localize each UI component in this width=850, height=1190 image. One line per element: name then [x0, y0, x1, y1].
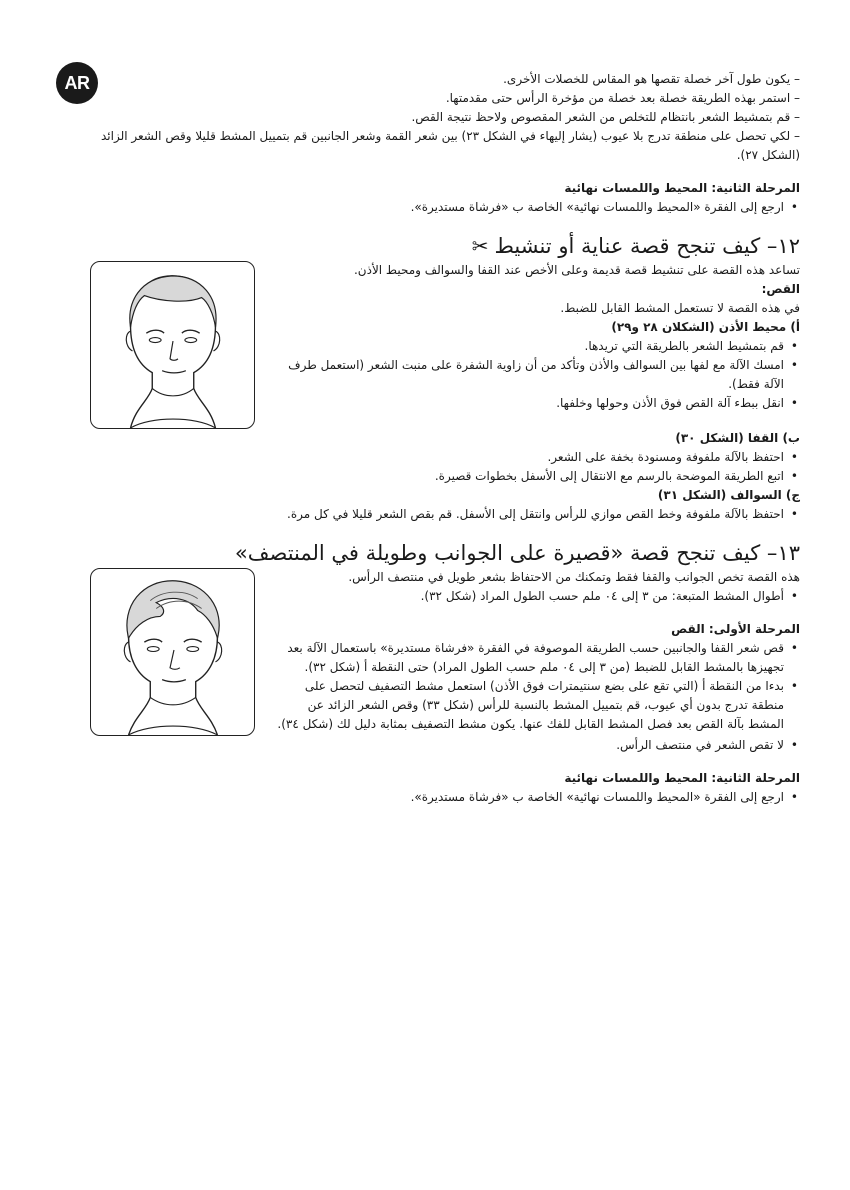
face-illustration-long-top: [90, 568, 255, 736]
intro-steps: [90, 70, 800, 165]
head-drawing-1: [91, 262, 254, 428]
head-drawing-2: [91, 569, 254, 735]
section-12-block: [90, 261, 800, 429]
section-13-block: [90, 568, 800, 736]
top-note: • لا تقص الشعر في منتصف الرأس.: [90, 736, 800, 755]
phase1-item: • قص شعر القفا والجانبين حسب الطريقة الموصوفة في الفقرة «فرشاة مستديرة» باستعمال الآلة بعد تجهيزها بالمشط القابل للضبط (من ٣ إلى ٠٤ ملم حسب الطول المراد) حتى النقطة أ (شكل ٣٢).: [269, 639, 800, 677]
cut-label: القص:: [761, 282, 800, 296]
phase2-title: المرحلة الثانية: المحيط واللمسات نهائية: [564, 181, 800, 195]
ear-bullet: • امسك الآلة مع لفها بين السوالف والأذن وتأكد من أن زاوية الشفرة على منبت الشعر (استعمل طرف الآلة فقط).: [269, 356, 800, 394]
intro-line: – يكون طول آخر خصلة تقصها هو المقاس للخصلات الأخرى.: [503, 72, 800, 86]
phase1-item: • بدءا من النقطة أ (التي تقع على بضع سنتيمترات فوق الأذن) استعمل مشط التصفيف لتحصل على منطقة تدرج بدون أي عيوب، قم بتمييل المشط بالنسبة للرأس (شكل ٣٣) وقص الشعر الزائد عن المشط بآلة القص بعد فصل المشط القابل للفك عنها. يكون مشط التصفيف بمثابة دليل لك (شكل ٣٤).: [269, 677, 800, 734]
phase2-bullet-b: • ارجع إلى الفقرة «المحيط واللمسات نهائية» الخاصة ب «فرشاة مستديرة».: [90, 788, 800, 807]
nape-bullet: • احتفظ بالآلة ملفوفة ومسنودة بخفة على الشعر.: [90, 448, 800, 467]
sideburns-bullet: • احتفظ بالآلة ملفوفة وخط القص موازي للرأس وانتقل إلى الأسفل. قم بقص الشعر قليلا في كل مرة.: [90, 505, 800, 524]
manual-page: [90, 70, 800, 807]
language-badge: AR: [56, 62, 98, 104]
face-illustration-short-hair: [90, 261, 255, 429]
ear-outline-title: أ) محيط الأذن (الشكلان ٢٨ و٢٩): [611, 320, 800, 334]
intro-line: – استمر بهذه الطريقة خصلة بعد خصلة من مؤخرة الرأس حتى مقدمتها.: [445, 91, 800, 105]
comb-lengths: • أطوال المشط المتبعة: من ٣ إلى ٠٤ ملم حسب الطول المراد (شكل ٣٢).: [269, 587, 800, 606]
nape-title: ب) القفا (الشكل ٣٠): [675, 431, 800, 445]
section-13-intro: هذه القصة تخص الجوانب والقفا فقط وتمكنك من الاحتفاظ بشعر طويل في منتصف الرأس.: [348, 570, 800, 584]
phase2-title-b: المرحلة الثانية: المحيط واللمسات نهائية: [564, 771, 800, 785]
intro-line: – لكي تحصل على منطقة تدرج بلا عيوب (يشار إليهاء في الشكل ٢٣) بين شعر القمة وشعر الجانبين قم بتمييل المشط قليلا وقص الشعر الزائد (الشكل ٢٧).: [101, 129, 800, 162]
section-12-heading: ١٢– كيف تنجح قصة عناية أو تنشيط: [494, 234, 800, 258]
section-13-title: [90, 540, 800, 566]
section-12-intro: تساعد هذه القصة على تنشيط قصة قديمة وعلى الأخص عند القفا والسوالف ومحيط الأذن.: [353, 263, 800, 277]
ear-bullet: • انقل ببطء آلة القص فوق الأذن وحولها وخلفها.: [269, 394, 800, 413]
phase2-bullet: • ارجع إلى الفقرة «المحيط واللمسات نهائية» الخاصة ب «فرشاة مستديرة».: [90, 198, 800, 217]
intro-line: – قم بتمشيط الشعر بانتظام للتخلص من الشعر المقصوص ولاحظ نتيجة القص.: [411, 110, 800, 124]
section-12-text: [269, 261, 800, 413]
section-13-text: [269, 568, 800, 734]
sideburns-title: ج) السوالف (الشكل ٣١): [657, 488, 800, 502]
ear-bullet: • قم بتمشيط الشعر بالطريقة التي تريدها.: [269, 337, 800, 356]
section-13-heading: ١٣– كيف تنجح قصة «قصيرة على الجوانب وطويلة في المنتصف»: [234, 541, 800, 565]
phase1-title: المرحلة الأولى: القص: [671, 622, 800, 636]
section-12-title: [90, 233, 800, 259]
scissors-icon: ✂: [471, 234, 489, 258]
cut-note: في هذه القصة لا تستعمل المشط القابل للضبط.: [560, 301, 800, 315]
nape-bullet: • اتبع الطريقة الموضحة بالرسم مع الانتقال إلى الأسفل بخطوات قصيرة.: [90, 467, 800, 486]
